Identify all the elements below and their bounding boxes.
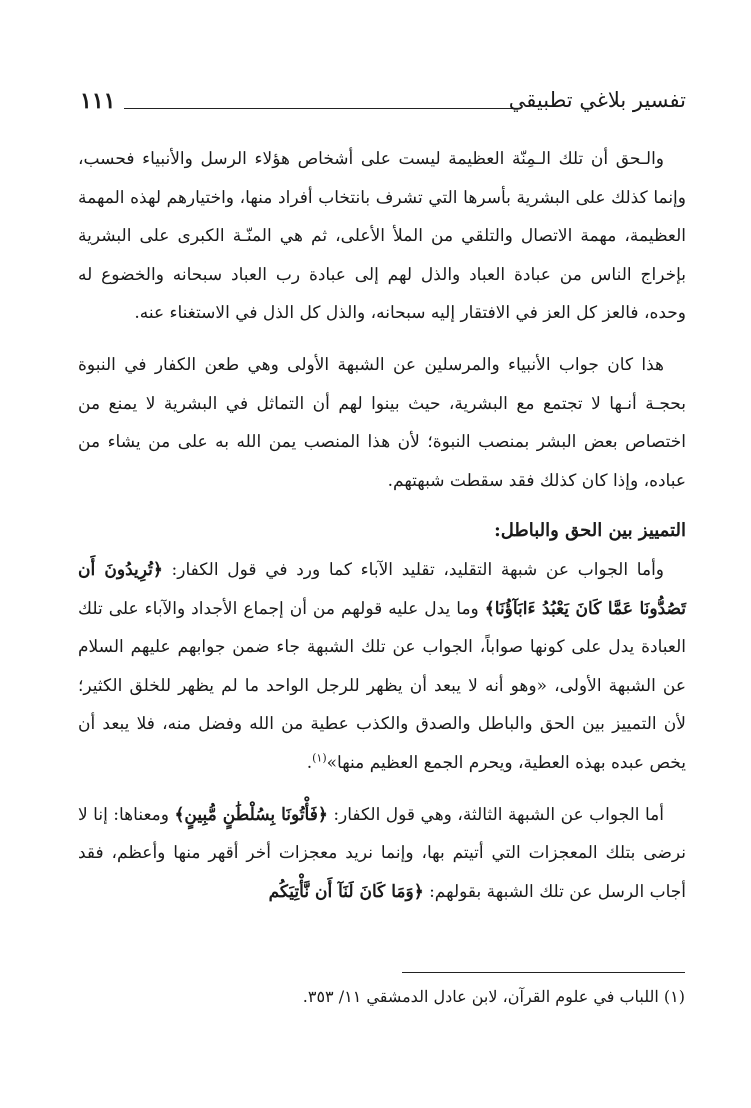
- paragraph-1: والـحق أن تلك الـمِنّة العظيمة ليست على أشخاص هؤلاء الرسل والأنبياء فحسب، وإنما كذلك على البشرية بأسرها التي تشرف بانتخاب أفراد منها، واختيارهم لهذه المهمة العظيمة، مهمة الاتصال والتلقي من الملأ الأعلى، ثم هي المنّـة الكبرى على البشرية بإخراج الناس من عبادة العباد والذل لهم إلى عبادة رب العباد سبحانه والخضوع له وحده، فالعز كل العز في الافتقار إليه سبحانه، والذل كل الذل في الاستغناء عنه.: [78, 149, 686, 324]
- quran-verse-3: ﴿وَمَا كَانَ لَنَآ أَن نَّأْتِيَكُم: [268, 881, 424, 902]
- section-heading: التمييز بين الحق والباطل:: [494, 520, 686, 542]
- quran-verse-1: ﴿تُرِيدُونَ أَن تَصُدُّونَا عَمَّا كَانَ يَعْبُدُ ءَابَآؤُنَا﴾: [78, 559, 687, 619]
- quran-verse-2: ﴿فَأْتُونَا بِسُلْطَٰنٍ مُّبِينٍ﴾: [174, 804, 328, 825]
- paragraph-4-text-b: ومعناها: إنا لا نرضى بتلك المعجزات التي أتيتم بها، وإنما نريد معجزات أخر أقهر منها وأعظم، فقد أجاب الرسل عن تلك الشبهة بقولهم:: [78, 804, 686, 902]
- running-title: تفسير بلاغي تطبيقي: [508, 88, 686, 112]
- page-number: ١١١: [80, 88, 116, 114]
- paragraph-2: هذا كان جواب الأنبياء والمرسلين عن الشبهة الأولى وهي طعن الكفار في النبوة بحجـة أنـها لا تجتمع مع البشرية، حيث بينوا لهم أن التماثل في البشرية لا يمنع من اختصاص بعض البشر بمنصب النبوة؛ لأن هذا المنصب يمن الله به على من يشاء من عباده، وإذا كان كذلك فقد سقطت شبهتهم.: [78, 354, 686, 491]
- paragraph-3-text-a: وأما الجواب عن شبهة التقليد، تقليد الآباء كما ورد في قول الكفار:: [171, 559, 665, 580]
- footnote-separator: [402, 972, 685, 973]
- paragraph-3-end: .: [306, 752, 313, 773]
- header-rule: [124, 108, 516, 109]
- paragraph-4: [78, 796, 686, 912]
- page-header: [80, 88, 686, 122]
- main-text: [78, 140, 686, 911]
- paragraph-3-text-b: وما يدل عليه قولهم من أن إجماع الأجداد والآباء على تلك العبادة يدل على كونها صواباً، الجواب عن تلك الشبهة جاء ضمن جوابهم عليهم السلام عن الشبهة الأولى، «وهو أنه لا يبعد أن يظهر للرجل الواحد ما لم يظهر للخلق الكثير؛ لأن التمييز بين الحق والباطل والصدق والكذب عطية من الله وفضل منه، فلا يبعد أن يخص عبده بهذه العطية، ويحرم الجمع العظيم منها»: [78, 598, 686, 773]
- paragraph-3: [78, 551, 686, 783]
- paragraph-4-text-a: أما الجواب عن الشبهة الثالثة، وهي قول الكفار:: [333, 804, 664, 825]
- footnote: (١) اللباب في علوم القرآن، لابن عادل الدمشقي ١١/ ٣٥٣.: [302, 987, 685, 1006]
- footnote-reference[interactable]: (١): [312, 751, 327, 765]
